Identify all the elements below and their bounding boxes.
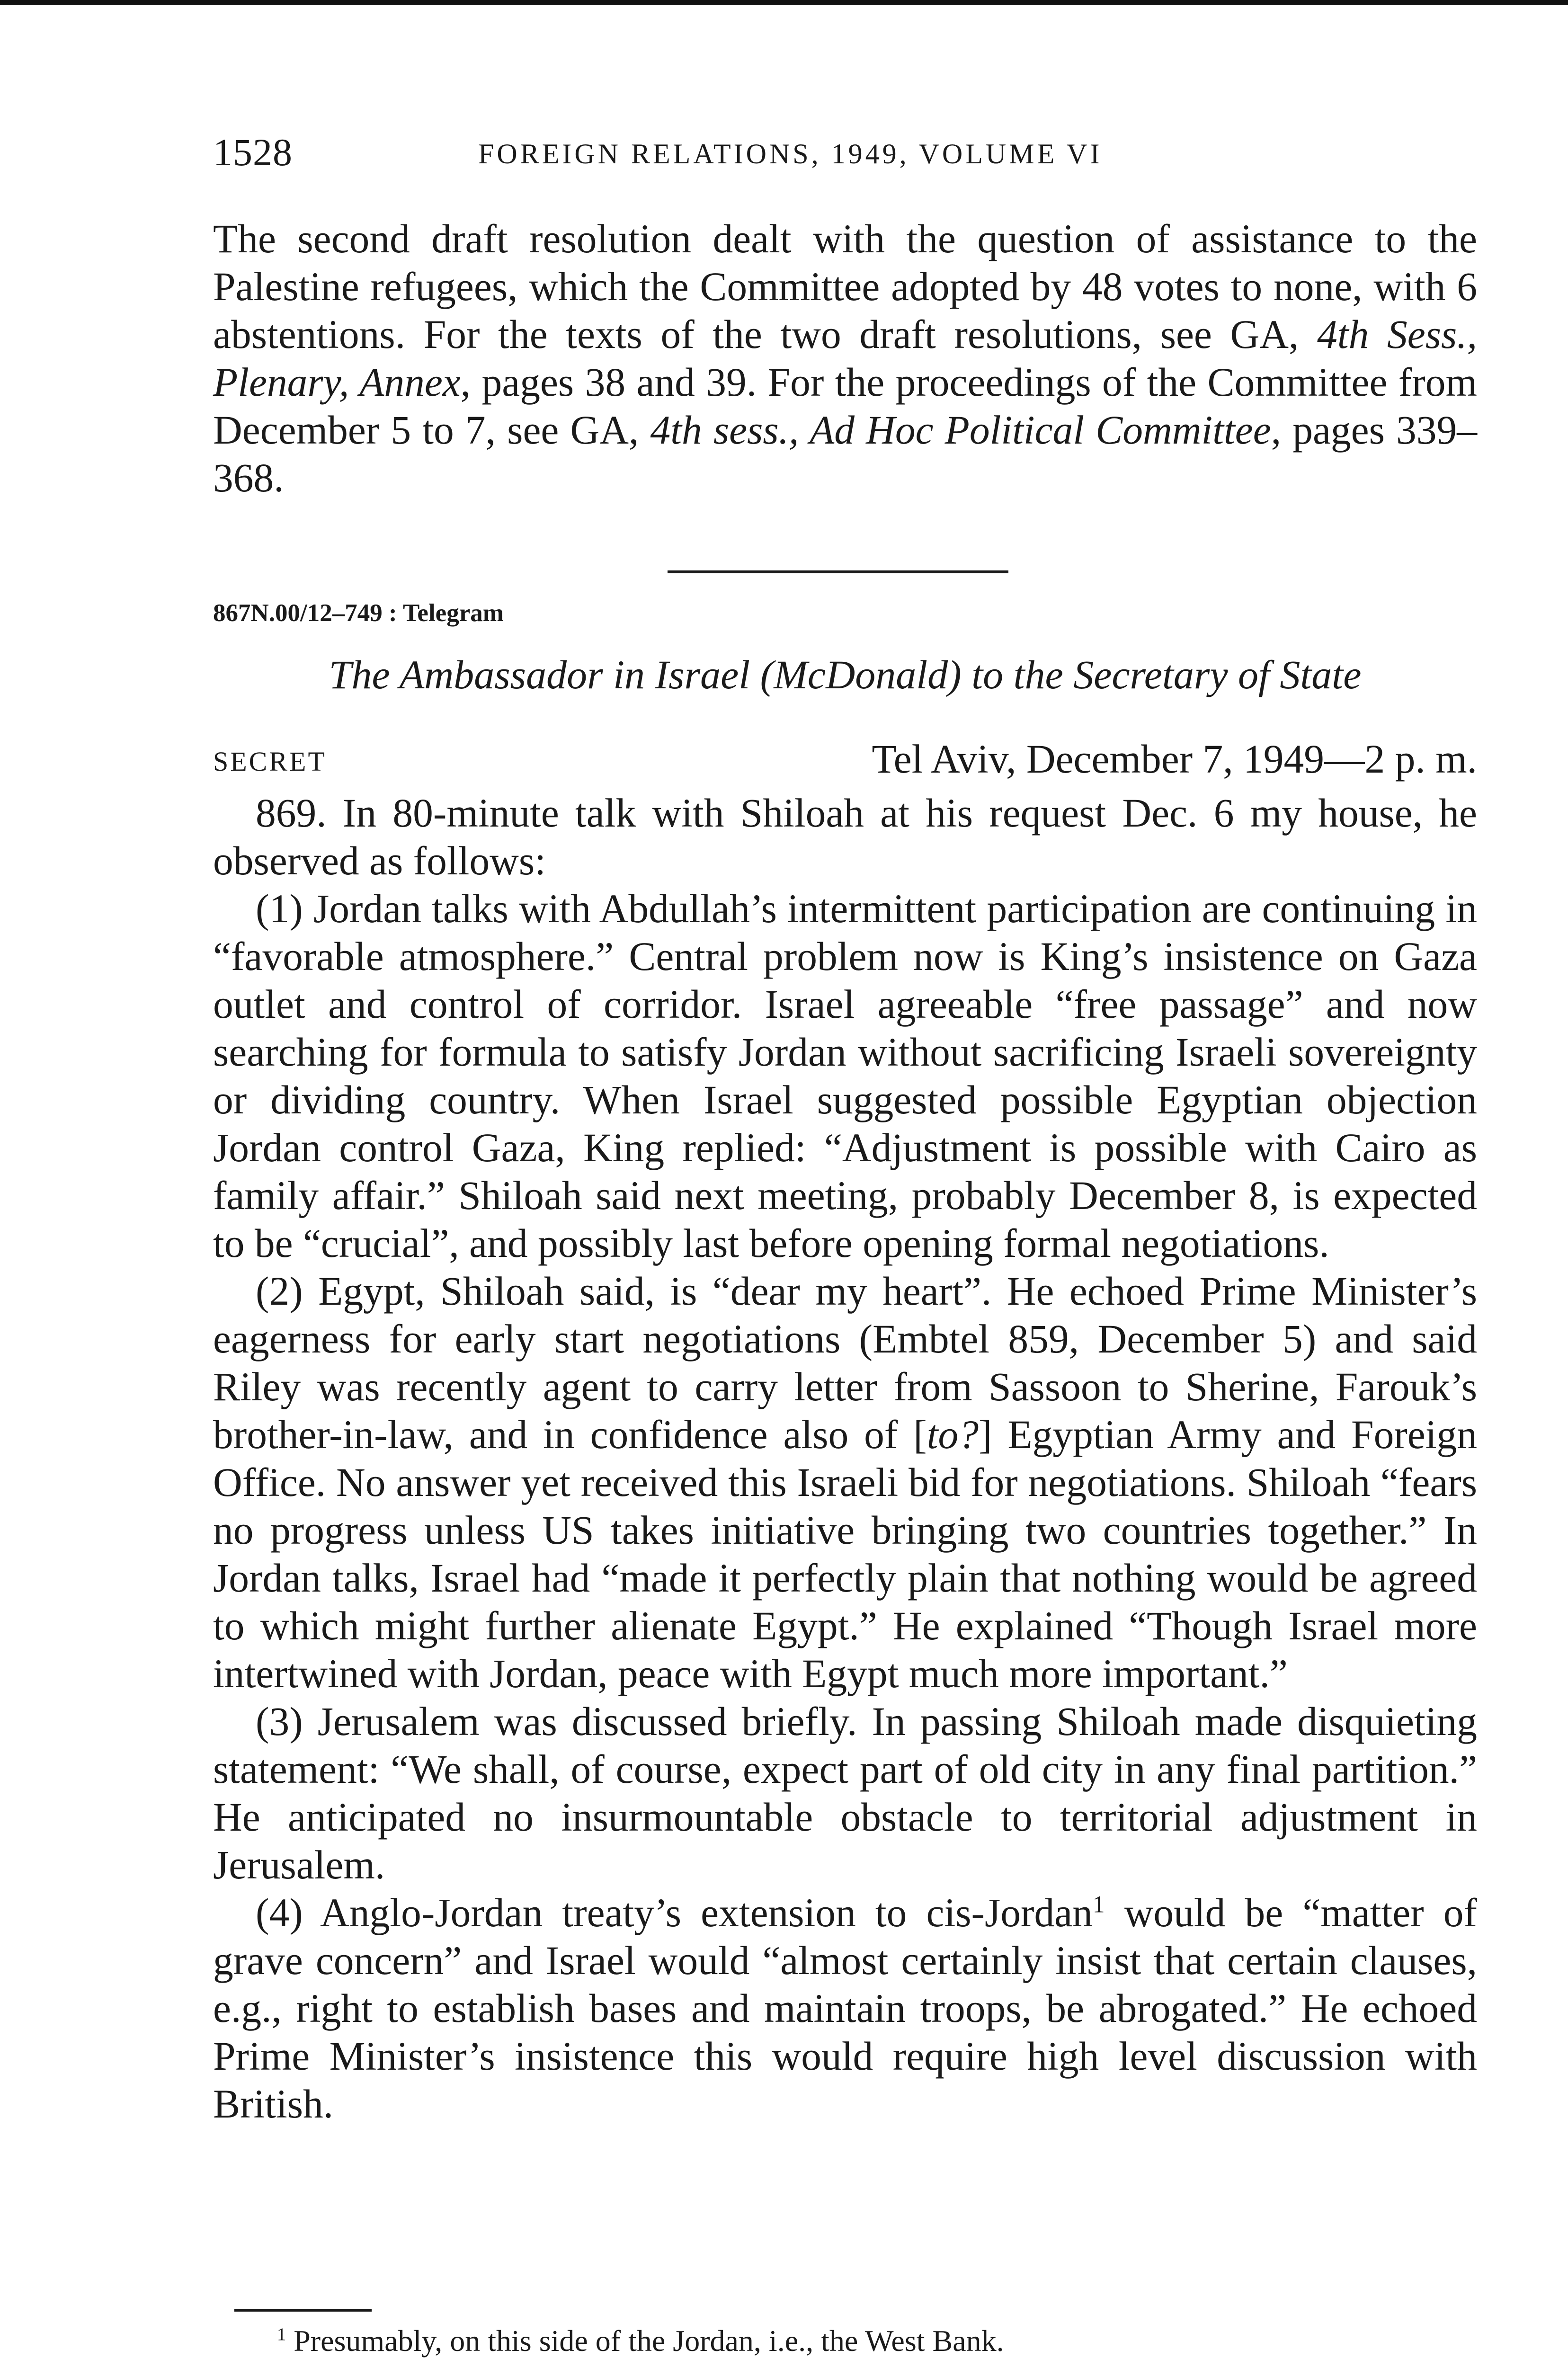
dateline: Tel Aviv, December 7, 1949—2 p. m.	[872, 737, 1477, 782]
intro-text: , pages 339–368.	[213, 408, 1478, 500]
intro-paragraph	[213, 215, 1477, 502]
paragraph-treaty	[213, 1889, 1477, 2128]
paragraph-egypt	[213, 1268, 1477, 1698]
running-head: FOREIGN RELATIONS, 1949, VOLUME VI	[478, 138, 1103, 169]
paragraph-text: ] Egyptian Army and Foreign Office. No answer yet received this Israeli bid for negotiations. Shiloah “fears no progress unless US takes initiative bringing two countries together.” In Jordan talks, Israel had “made it perfectly plain that nothing would be agreed to which might further alienate Egypt.” He explained “Though Israel more intertwined with Jordan, peace with Egypt much more important.”	[213, 1413, 1478, 1696]
document-title: The Ambassador in Israel (McDonald) to the Secretary of State	[329, 652, 1362, 697]
intro-citation-plenary: 4th Sess., Plenary, Annex	[213, 312, 1477, 405]
paragraph-jerusalem: (3) Jerusalem was discussed briefly. In passing Shiloah made disquieting statement: “We shall, of course, expect part of old city in any final partition.” He anticipated no insurmountable obstacle to territorial adjustment in Jerusalem.	[213, 1700, 1477, 1887]
editorial-insertion: to?	[927, 1413, 979, 1457]
paragraph-text: (4) Anglo-Jordan treaty’s extension to cis-Jordan	[256, 1891, 1093, 1935]
intro-text: The second draft resolution dealt with the question of assistance to the Palestine refugees, which the Committee adopted by 48 votes to none, with 6 abstentions. For the texts of the two draft resolutions, see GA,	[213, 217, 1477, 357]
telegram-body	[213, 790, 1477, 2128]
page-top-edge	[0, 0, 1568, 5]
intro-text: , pages 38 and 39. For the proceedings of the Committee from December 5 to 7, see GA,	[213, 360, 1477, 453]
paragraph-text: (2) Egypt, Shiloah said, is “dear my heart”. He echoed Prime Minister’s eagerness for early start negotiations (Embtel 859, December 5) and said Riley was recently agent to carry letter from Sassoon to Sherine, Farouk’s brother-in-law, and in confidence also of [	[213, 1269, 1477, 1457]
classification-label: SECRET	[213, 746, 327, 777]
file-reference: 867N.00/12–749 : Telegram	[213, 599, 504, 627]
section-divider	[668, 570, 1008, 573]
footnote-reference: 1	[1092, 1891, 1105, 1918]
footnote	[277, 2323, 1004, 2358]
page-number: 1528	[213, 131, 293, 174]
paragraph-jordan: (1) Jordan talks with Abdullah’s intermittent participation are continuing in “favorable atmosphere.” Central problem now is King’s insistence on Gaza outlet and control of corridor. Israel agreeable “free passage” and now searching for formula to satisfy Jordan without sacrificing Israeli sovereignty or dividing country. When Israel suggested possible Egyptian objection Jordan control Gaza, King replied: “Adjustment is possible with Cairo as family affair.” Shiloah said next meeting, probably December 8, is expected to be “crucial”, and possibly last before opening formal negotiations.	[213, 887, 1477, 1266]
paragraph-text: would be “matter of grave concern” and Israel would “almost certainly insist that certain clauses, e.g., right to establish bases and maintain troops, be abrogated.” He echoed Prime Minister’s insistence this would require high level discussion with British.	[213, 1891, 1477, 2127]
paragraph-opening: 869. In 80-minute talk with Shiloah at his request Dec. 6 my house, he observed as follows:	[213, 791, 1477, 883]
footnote-text: Presumably, on this side of the Jordan, i.e., the West Bank.	[286, 2324, 1004, 2358]
intro-citation-committee: 4th sess., Ad Hoc Political Committee	[650, 408, 1271, 453]
footnote-marker: 1	[277, 2324, 286, 2345]
page-header	[213, 130, 1264, 187]
footnote-rule	[234, 2309, 372, 2312]
